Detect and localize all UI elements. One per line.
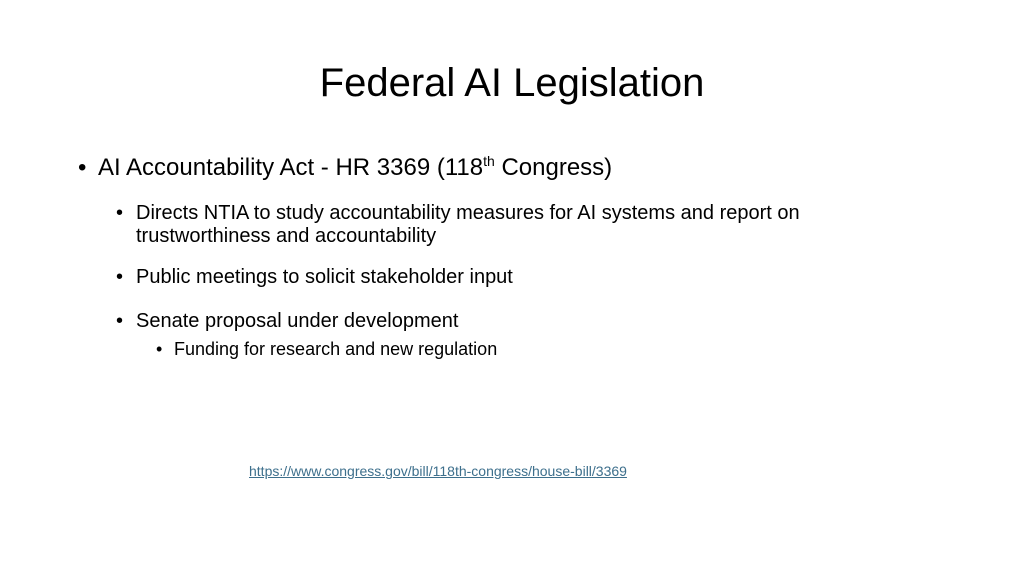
sub-bullet-senate-proposal <box>116 310 936 333</box>
bullet-dot: • <box>116 266 124 288</box>
sub-bullet-text: Directs NTIA to study accountability measures for AI systems and report on trustworthiness and accountability <box>136 202 800 247</box>
sub-sub-bullet-funding <box>156 338 497 360</box>
bullet-dot: • <box>78 154 87 181</box>
slide-title: Federal AI Legislation <box>319 61 705 105</box>
sub-sub-bullet-text: Funding for research and new regulation <box>174 339 498 359</box>
bullet-dot: • <box>116 202 124 224</box>
bullet-text-end: Congress) <box>494 154 613 181</box>
bullet-dot: • <box>116 310 124 332</box>
ordinal-superscript: th <box>483 153 495 169</box>
sub-bullet-text: Senate proposal under development <box>136 310 459 332</box>
bullet-ai-accountability-act <box>78 153 612 183</box>
congress-bill-link[interactable]: https://www.congress.gov/bill/118th-congress/house-bill/3369 <box>249 463 627 479</box>
sub-bullet-text: Public meetings to solicit stakeholder input <box>136 266 513 288</box>
sub-bullet-directs-ntia <box>116 202 936 248</box>
bullet-dot: • <box>156 339 163 359</box>
sub-bullet-public-meetings <box>116 266 936 289</box>
bullet-text: AI Accountability Act - HR 3369 (118 <box>98 154 484 181</box>
